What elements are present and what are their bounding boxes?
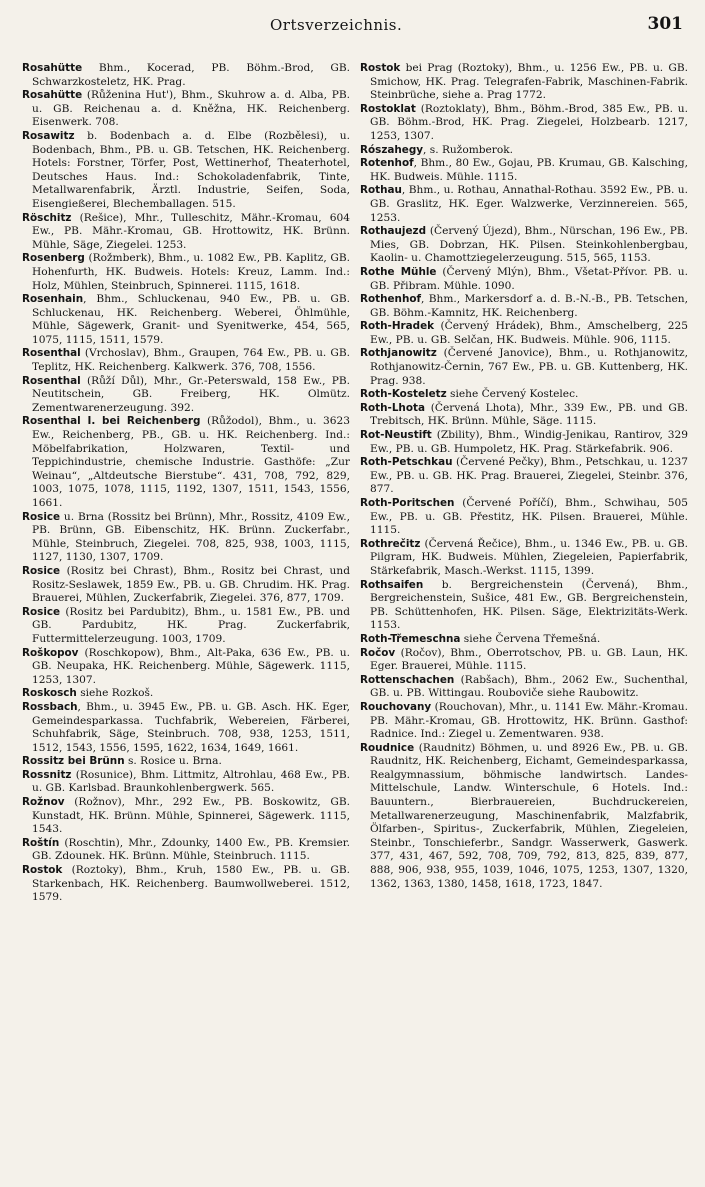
directory-entry bbox=[22, 375, 350, 416]
entry-headword: Roth-Poritschen bbox=[360, 497, 455, 509]
entry-text: (Červené Pečky), Bhm., Petschkau, u. 1237 Ew., PB. u. GB. HK. Prag. Brauerei, Ziegelei, Steinbr. 376, 877. bbox=[370, 456, 688, 496]
directory-entry bbox=[22, 606, 350, 647]
directory-entry bbox=[22, 252, 350, 293]
directory-entry bbox=[360, 157, 688, 184]
directory-entry bbox=[360, 184, 688, 225]
directory-entry bbox=[360, 225, 688, 266]
directory-entry bbox=[360, 742, 688, 892]
directory-entry bbox=[22, 647, 350, 688]
directory-entry bbox=[22, 347, 350, 374]
entry-text: , Bhm., u. Rothau, Annathal-Rothau. 3592 Ew., PB. u. GB. Graslitz, HK. Eger. Walzwerke, Verzinnereien. 565, 1253. bbox=[370, 184, 688, 224]
entry-text: (Červená Řečice), Bhm., u. 1346 Ew., PB. u. GB. Pilgram, HK. Budweis. Mühlen, Ziegeleien, Papierfabrik, Stärkefabrik, Masch.-Werkst. 1115, 1399. bbox=[370, 537, 688, 577]
entry-text: , Bhm., 80 Ew., Gojau, PB. Krumau, GB. Kalsching, HK. Budweis. Mühle. 1115. bbox=[370, 157, 688, 183]
directory-entry bbox=[360, 647, 688, 674]
entry-text: (Rosunice), Bhm. Littmitz, Altrohlau, 468 Ew., PB. u. GB. Karlsbad. Braunkohlenbergwerk. 565. bbox=[32, 768, 350, 795]
directory-entry bbox=[360, 429, 688, 456]
entry-headword: Roth-Hradek bbox=[360, 320, 435, 333]
entry-text: (Rožnov), Mhr., 292 Ew., PB. Boskowitz, GB. Kunstadt, HK. Brünn. Mühle, Spinnerei, Sägewerk. 1115, 1543. bbox=[32, 796, 350, 836]
entry-text: s. Rosice u. Brna. bbox=[124, 755, 222, 768]
directory-entry bbox=[22, 89, 350, 130]
entry-headword: Roštín bbox=[22, 836, 60, 849]
directory-entry bbox=[22, 415, 350, 510]
entry-text: (Červený Hrádek), Bhm., Amschelberg, 225 Ew., PB. u. GB. Selčan, HK. Budweis. Mühle. 906, 1115. bbox=[370, 320, 688, 346]
entry-text: (Raudnitz) Böhmen, u. und 8926 Ew., PB. u. GB. Raudnitz, HK. Reichenberg, Eichamt, Gemeindesparkassa, Realgymnassium, böhmische landwirtsch. Landes-Mittelschule, Landw. Winterschule, 6 Hotels. Ind.: Bauuntern., Bierbrauereien, Buchdruckereien, Metallwarenerzeugung, Maschinenfabrik, Malzfabrik, Ölfarben-, Spiritus-, Zuckerfabrik, Mühlen, Ziegeleien, Steinbr., Tonschieferbr., Sandgr. Wasserwerk, Gaswerk. 377, 431, 467, 592, 708, 709, 792, 813, 825, 839, 877, 888, 906, 938, 955, 1039, 1046, 1075, 1253, 1307, 1320, 1362, 1363, 1380, 1458, 1618, 1723, 1847. bbox=[370, 741, 688, 890]
entry-text: (Roztoky), Bhm., Kruh, 1580 Ew., PB. u. GB. Starkenbach, HK. Reichenberg. Baumwollweberei. 1512, 1579. bbox=[32, 864, 350, 904]
directory-entry bbox=[22, 864, 350, 905]
entry-headword: Rossitz bei Brünn bbox=[22, 755, 125, 768]
directory-entry bbox=[22, 212, 350, 253]
entry-text: b. Bergreichenstein (Červená), Bhm., Bergreichenstein, Sušice, 481 Ew., GB. Bergreichenstein, PB. Schüttenhofen, HK. Pilsen. Säge, Elektrizitäts-Werk. 1153. bbox=[370, 578, 688, 632]
entry-text: siehe Rozkoš. bbox=[76, 687, 154, 700]
entry-text: , Bhm., Schluckenau, 940 Ew., PB. u. GB. Schluckenau, HK. Reichenberg. Weberei, Öhlmühle, Mühle, Sägewerk, Granit- und Syenitwerke, 454, 565, 1075, 1115, 1511, 1579. bbox=[32, 293, 350, 346]
entry-text: u. Brna (Rossitz bei Brünn), Mhr., Rossitz, 4109 Ew., PB. Brünn, GB. Eibenschitz, HK. Brünn. Zuckerfabr., Mühle, Steinbruch, Ziegelei. 708, 825, 938, 1003, 1115, 1127, 1130, 1307, 1709. bbox=[32, 510, 350, 564]
entry-headword: Rothau bbox=[360, 184, 402, 197]
entry-headword: Rosenberg bbox=[22, 252, 85, 265]
entry-headword: Rostok bbox=[22, 864, 63, 877]
entry-text: siehe Červený Kostelec. bbox=[446, 388, 579, 401]
entry-headword: Rožnov bbox=[22, 796, 65, 809]
entry-text: (Rešice), Mhr., Tulleschitz, Mähr.-Kromau, 604 Ew., PB. Mähr.-Kromau, GB. Hrottowitz, HK. Brünn. Mühle, Säge, Ziegelei. 1253. bbox=[32, 211, 350, 251]
entry-text: (Vrchoslav), Bhm., Graupen, 764 Ew., PB. u. GB. Teplitz, HK. Reichenberg. Kalkwerk. 376, 708, 1556. bbox=[32, 347, 350, 374]
directory-entry bbox=[22, 511, 350, 565]
entry-text: Bhm., Kocerad, PB. Böhm.-Brod, GB. Schwarzkosteletz, HK. Prag. bbox=[32, 62, 350, 88]
directory-entry bbox=[360, 103, 688, 144]
entry-text: (Červené Poříčí), Bhm., Schwihau, 505 Ew., PB. u. GB. Přestitz, HK. Pilsen. Brauerei, Mühle. 1115. bbox=[370, 497, 688, 537]
directory-entry bbox=[360, 538, 688, 579]
entry-headword: Rosahütte bbox=[22, 89, 83, 102]
directory-entry bbox=[22, 130, 350, 212]
entry-headword: Rostok bbox=[360, 62, 401, 74]
directory-entry bbox=[360, 144, 688, 158]
entry-text: (Ročov), Bhm., Oberrotschov, PB. u. GB. Laun, HK. Eger. Brauerei, Mühle. 1115. bbox=[370, 646, 688, 673]
entry-text: (Rabšach), Bhm., 2062 Ew., Suchenthal, GB. u. PB. Wittingau. Rouboviče siehe Raubowitz. bbox=[370, 673, 688, 700]
entry-headword: Rothrečitz bbox=[360, 537, 421, 550]
entry-headword: Roudnice bbox=[360, 741, 415, 754]
directory-entry bbox=[22, 293, 350, 347]
entry-text: , Bhm., u. 3945 Ew., PB. u. GB. Asch. HK. Eger, Gemeindesparkassa. Tuchfabrik, Webereien, Färberei, Schuhfabrik, Säge, Steinbruch. 708, 938, 1253, 1511, 1512, 1543, 1556, 1595, 1622, 1634, 1649, 1661. bbox=[32, 700, 350, 754]
entry-headword: Rószahegy bbox=[360, 143, 424, 156]
entry-headword: Rossnitz bbox=[22, 768, 72, 781]
directory-entry bbox=[360, 293, 688, 320]
entry-headword: Roth-Petschkau bbox=[360, 456, 453, 469]
entry-text: (Roztoklaty), Bhm., Böhm.-Brod, 385 Ew., PB. u. GB. Böhm.-Brod, HK. Prag. Ziegelei, Holzbearb. 1217, 1253, 1307. bbox=[370, 102, 688, 142]
left-column bbox=[22, 62, 350, 905]
entry-headword: Rosawitz bbox=[22, 129, 75, 142]
entry-headword: Rosice bbox=[22, 510, 61, 523]
page-title: Ortsverzeichnis. bbox=[270, 16, 403, 34]
directory-entry bbox=[22, 565, 350, 606]
entry-text: (Růženina Hut'), Bhm., Skuhrow a. d. Alba, PB. u. GB. Reichenau a. d. Kněžna, HK. Reichenberg. Eisenwerk. 708. bbox=[32, 89, 350, 129]
entry-text: (Zbility), Bhm., Windig-Jenikau, Rantirov, 329 Ew., PB. u. GB. Humpoletz, HK. Prag. Stärkefabrik. 906. bbox=[370, 429, 688, 455]
page-header bbox=[0, 14, 705, 40]
entry-headword: Roth-Lhota bbox=[360, 401, 425, 414]
right-column bbox=[360, 62, 688, 891]
directory-entry bbox=[22, 62, 350, 89]
entry-headword: Rothe Mühle bbox=[360, 265, 437, 278]
entry-text: (Červené Janovice), Bhm., u. Rothjanowitz, Rothjanowitz-Černin, 767 Ew., PB. u. GB. Kuttenberg, HK. Prag. 938. bbox=[370, 347, 688, 387]
directory-entry bbox=[22, 796, 350, 837]
entry-headword: Ročov bbox=[360, 646, 396, 659]
entry-headword: Rossbach bbox=[22, 700, 78, 713]
entry-text: (Rositz bei Pardubitz), Bhm., u. 1581 Ew., PB. und GB. Pardubitz, HK. Prag. Zuckerfabrik, Futtermittelerzeugung. 1003, 1709. bbox=[32, 605, 350, 645]
directory-entry bbox=[360, 579, 688, 633]
page-number: 301 bbox=[647, 14, 683, 34]
directory-entry bbox=[22, 687, 350, 701]
entry-text: (Roschkopow), Bhm., Alt-Paka, 636 Ew., PB. u. GB. Neupaka, HK. Reichenberg. Mühle, Sägewerk. 1115, 1253, 1307. bbox=[32, 646, 350, 686]
entry-text: (Rositz bei Chrast), Bhm., Rositz bei Chrast, und Rositz-Seslawek, 1859 Ew., PB. u. GB. Chrudim. HK. Prag. Brauerei, Mühlen, Zuckerfabrik, Ziegelei. 376, 877, 1709. bbox=[32, 564, 350, 605]
directory-entry bbox=[360, 266, 688, 293]
directory-entry bbox=[22, 837, 350, 864]
directory-entry bbox=[360, 347, 688, 388]
entry-headword: Rothenhof bbox=[360, 293, 422, 306]
entry-headword: Rosenhain bbox=[22, 293, 84, 306]
entry-text: (Rouchovan), Mhr., u. 1141 Ew. Mähr.-Kromau. PB. Mähr.-Kromau, GB. Hrottowitz, HK. Brünn. Gasthof: Radnice. Ind.: Ziegel u. Zementwaren. 938. bbox=[370, 700, 688, 741]
entry-headword: Rothaujezd bbox=[360, 225, 427, 238]
entry-headword: Rot-Neustift bbox=[360, 429, 432, 442]
directory-entry bbox=[22, 701, 350, 755]
directory-entry bbox=[360, 633, 688, 647]
entry-headword: Roth-Kosteletz bbox=[360, 388, 447, 401]
entry-text: (Růží Důl), Mhr., Gr.-Peterswald, 158 Ew., PB. Neutitschein, GB. Freiberg, HK. Olmütz. Zementwarenerzeugung. 392. bbox=[32, 374, 350, 414]
directory-entry bbox=[360, 402, 688, 429]
directory-entry bbox=[360, 674, 688, 701]
entry-headword: Roškopov bbox=[22, 646, 79, 659]
entry-text: (Červený Újezd), Bhm., Nürschan, 196 Ew., PB. Mies, GB. Dobrzan, HK. Pilsen. Steinkohlenbergbau, Kaolin- u. Chamottziegelerzeugung. 515, 565, 1153. bbox=[370, 225, 688, 265]
entry-text: siehe Červena Třemešná. bbox=[460, 632, 601, 645]
directory-entry bbox=[360, 701, 688, 742]
directory-entry bbox=[360, 62, 688, 103]
entry-headword: Rosenthal I. bei Reichenberg bbox=[22, 415, 201, 428]
entry-text: bei Prag (Roztoky), Bhm., u. 1256 Ew., PB. u. GB. Smichow, HK. Prag. Telegrafen-Fabrik, Maschinen-Fabrik. Steinbrüche, siehe a. Prag 1772. bbox=[370, 62, 688, 102]
entry-headword: Rosenthal bbox=[22, 374, 81, 387]
entry-headword: Rotenhof bbox=[360, 157, 414, 170]
directory-entry bbox=[360, 320, 688, 347]
entry-text: (Rožmberk), Bhm., u. 1082 Ew., PB. Kaplitz, GB. Hohenfurth, HK. Budweis. Hotels: Kreuz, Lamm. Ind.: Holz, Mühlen, Steinbruch, Spinnerei. 1115, 1618. bbox=[32, 252, 350, 292]
entry-headword: Rosahütte bbox=[22, 62, 83, 74]
entry-text: , Bhm., Markersdorf a. d. B.-N.-B., PB. Tetschen, GB. Böhm.-Kamnitz, HK. Reichenberg. bbox=[370, 293, 688, 319]
entry-headword: Roskosch bbox=[22, 687, 77, 700]
entry-headword: Rouchovany bbox=[360, 700, 432, 713]
directory-entry bbox=[360, 456, 688, 497]
entry-headword: Rosice bbox=[22, 605, 61, 618]
directory-entry bbox=[22, 755, 350, 769]
entry-text: , s. Ružomberok. bbox=[423, 143, 514, 156]
directory-entry bbox=[360, 497, 688, 538]
directory-entry bbox=[22, 769, 350, 796]
entry-headword: Rosice bbox=[22, 564, 61, 577]
entry-text: b. Bodenbach a. d. Elbe (Rozbělesi), u. Bodenbach, Bhm., PB. u. GB. Tetschen, HK. Reichenberg. Hotels: Forstner, Törfer, Post, Wettinerhof, Theaterhotel, Deutsches Haus. Ind.: Schokoladenfabrik, Tinte, Metallwarenfabrik, Ärztl. Industrie, Seifen, Soda, Eisengießerei, Blechemballagen. 515. bbox=[32, 129, 350, 210]
entry-text: (Roschtin), Mhr., Zdounky, 1400 Ew., PB. Kremsier. GB. Zdounek. HK. Brünn. Mühle, Steinbruch. 1115. bbox=[32, 836, 350, 863]
entry-headword: Roth-Třemeschna bbox=[360, 632, 461, 645]
entry-headword: Röschitz bbox=[22, 211, 72, 224]
entry-headword: Rottenschachen bbox=[360, 673, 455, 686]
entry-text: (Růžodol), Bhm., u. 3623 Ew., Reichenberg, PB., GB. u. HK. Reichenberg. Ind.: Möbelfabrikation, Holzwaren, Textil- und Teppichindustrie, chemische Industrie. Gasthöfe: „Zur Weinau“, „Altdeutsche Bierstube“. 431, 708, 792, 829, 1003, 1075, 1078, 1115, 1192, 1307, 1511, 1543, 1556, 1661. bbox=[32, 415, 351, 509]
entry-headword: Rothsaifen bbox=[360, 578, 424, 591]
entry-text: (Červený Mlýn), Bhm., Všetat-Přívor. PB. u. GB. Přibram. Mühle. 1090. bbox=[370, 265, 688, 292]
entry-headword: Rostoklat bbox=[360, 102, 416, 115]
entry-headword: Rothjanowitz bbox=[360, 347, 437, 360]
entry-text: (Červená Lhota), Mhr., 339 Ew., PB. und GB. Trebitsch, HK. Brünn. Mühle, Säge. 1115. bbox=[370, 401, 688, 428]
entry-headword: Rosenthal bbox=[22, 347, 81, 360]
directory-entry bbox=[360, 388, 688, 402]
